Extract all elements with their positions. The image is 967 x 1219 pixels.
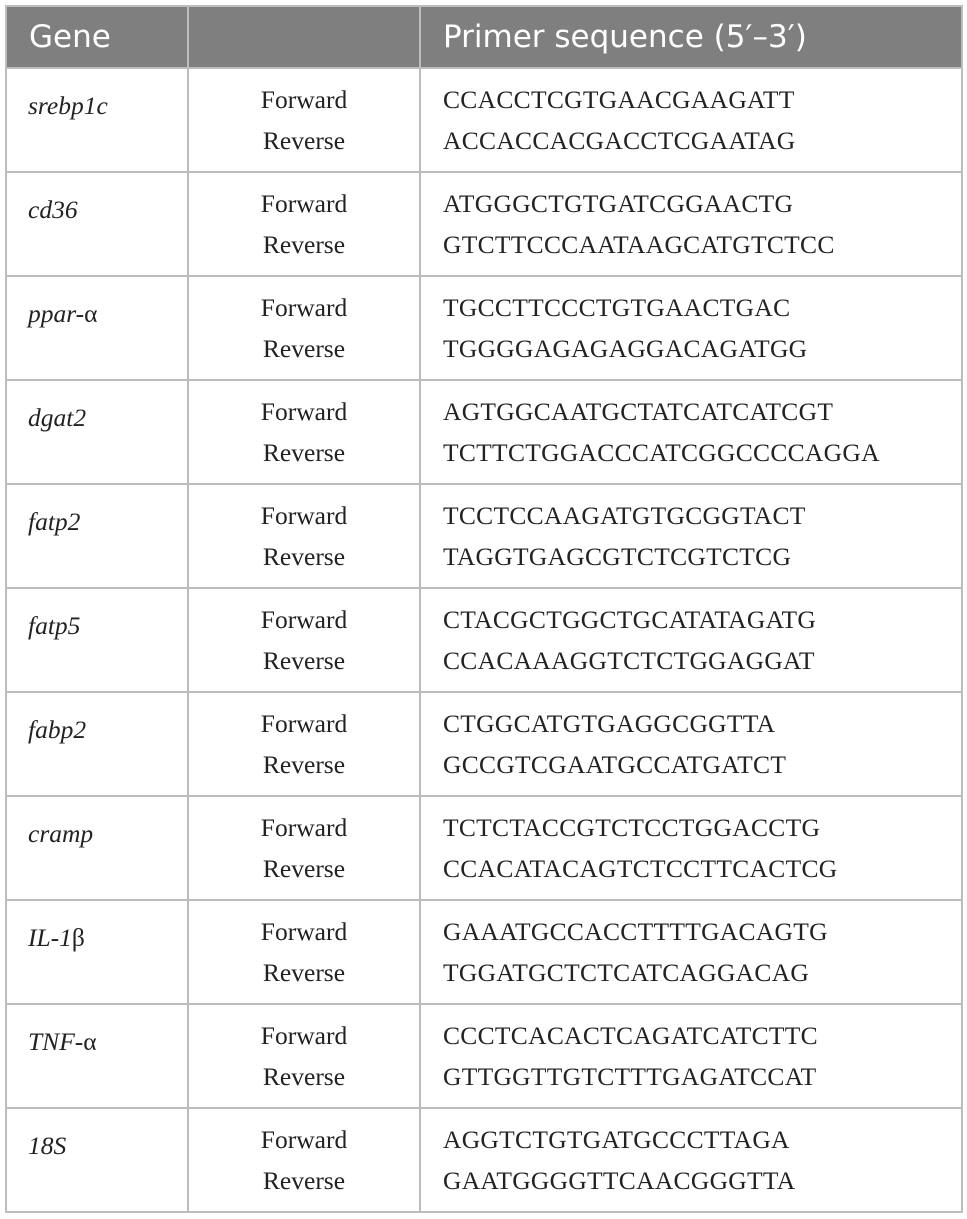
gene-name: fatp5 <box>28 611 81 640</box>
table-row <box>6 796 962 900</box>
sequence-cell <box>420 692 962 796</box>
forward-label: Forward <box>260 501 348 530</box>
reverse-sequence: GCCGTCGAATGCCATGATCT <box>443 750 787 779</box>
gene-cell <box>6 588 188 692</box>
gene-name: ppar- <box>28 299 85 328</box>
gene-name: cd36 <box>28 195 78 224</box>
reverse-label: Reverse <box>262 1166 346 1195</box>
forward-label: Forward <box>260 1021 348 1050</box>
reverse-label: Reverse <box>262 334 346 363</box>
direction-cell <box>188 276 420 380</box>
reverse-label: Reverse <box>262 646 346 675</box>
gene-cell <box>6 68 188 172</box>
reverse-sequence: CCACATACAGTCTCCTTCACTCG <box>443 854 838 883</box>
sequence-cell <box>420 588 962 692</box>
reverse-label: Reverse <box>262 438 346 467</box>
sequence-cell <box>420 172 962 276</box>
sequence-cell <box>420 380 962 484</box>
direction-cell <box>188 900 420 1004</box>
sequence-cell <box>420 796 962 900</box>
gene-symbol-suffix: α <box>83 1027 97 1056</box>
forward-sequence: TCCTCCAAGATGTGCGGTACT <box>443 501 806 530</box>
reverse-sequence: GTCTTCCCAATAAGCATGTCTCC <box>443 230 835 259</box>
forward-sequence: TGCCTTCCCTGTGAACTGAC <box>443 293 791 322</box>
reverse-label: Reverse <box>262 750 346 779</box>
direction-cell <box>188 692 420 796</box>
forward-sequence: ATGGGCTGTGATCGGAACTG <box>443 189 794 218</box>
direction-cell <box>188 68 420 172</box>
forward-label: Forward <box>260 1125 348 1154</box>
sequence-cell <box>420 68 962 172</box>
forward-label: Forward <box>260 605 348 634</box>
reverse-label: Reverse <box>262 854 346 883</box>
reverse-sequence: CCACAAAGGTCTCTGGAGGAT <box>443 646 815 675</box>
gene-cell <box>6 1004 188 1108</box>
table-row <box>6 1108 962 1212</box>
sequence-cell <box>420 900 962 1004</box>
header-row <box>6 6 962 68</box>
forward-sequence: AGGTCTGTGATGCCCTTAGA <box>443 1125 790 1154</box>
direction-cell <box>188 380 420 484</box>
header-gene: Gene <box>6 6 188 68</box>
reverse-label: Reverse <box>262 126 346 155</box>
forward-label: Forward <box>260 189 348 218</box>
forward-sequence: AGTGGCAATGCTATCATCATCGT <box>443 397 834 426</box>
forward-sequence: TCTCTACCGTCTCCTGGACCTG <box>443 813 821 842</box>
table-row <box>6 276 962 380</box>
direction-cell <box>188 484 420 588</box>
forward-sequence: CCACCTCGTGAACGAAGATT <box>443 85 795 114</box>
gene-symbol-suffix: α <box>84 299 98 328</box>
table-row <box>6 692 962 796</box>
primer-table <box>5 5 963 1213</box>
gene-name: IL-1 <box>28 923 72 952</box>
forward-label: Forward <box>260 709 348 738</box>
header-primer-sequence: Primer sequence (5′–3′) <box>420 6 962 68</box>
table-row <box>6 380 962 484</box>
gene-cell <box>6 692 188 796</box>
gene-name: dgat2 <box>28 403 87 432</box>
forward-sequence: CTGGCATGTGAGGCGGTTA <box>443 709 776 738</box>
direction-cell <box>188 1108 420 1212</box>
gene-cell <box>6 796 188 900</box>
sequence-cell <box>420 1108 962 1212</box>
sequence-cell <box>420 484 962 588</box>
table-row <box>6 588 962 692</box>
direction-cell <box>188 796 420 900</box>
reverse-sequence: GAATGGGGTTCAACGGGTTA <box>443 1166 796 1195</box>
reverse-label: Reverse <box>262 230 346 259</box>
gene-name: TNF- <box>28 1027 84 1056</box>
reverse-label: Reverse <box>262 958 346 987</box>
forward-label: Forward <box>260 917 348 946</box>
forward-sequence: GAAATGCCACCTTTTGACAGTG <box>443 917 828 946</box>
reverse-sequence: TGGGGAGAGAGGACAGATGG <box>443 334 808 363</box>
reverse-sequence: GTTGGTTGTCTTTGAGATCCAT <box>443 1062 817 1091</box>
table-row <box>6 68 962 172</box>
sequence-cell <box>420 276 962 380</box>
reverse-sequence: TAGGTGAGCGTCTCGTCTCG <box>443 542 792 571</box>
gene-symbol-suffix: β <box>71 923 85 952</box>
direction-cell <box>188 1004 420 1108</box>
table-row <box>6 484 962 588</box>
primer-table-container <box>5 5 961 1212</box>
table-row <box>6 1004 962 1108</box>
forward-label: Forward <box>260 293 348 322</box>
gene-name: srebp1c <box>28 91 108 120</box>
forward-sequence: CTACGCTGGCTGCATATAGATG <box>443 605 817 634</box>
direction-cell <box>188 588 420 692</box>
reverse-sequence: TCTTCTGGACCCATCGGCCCCAGGA <box>443 438 880 467</box>
forward-label: Forward <box>260 85 348 114</box>
gene-name: cramp <box>28 819 94 848</box>
forward-label: Forward <box>260 397 348 426</box>
forward-sequence: CCCTCACACTCAGATCATCTTC <box>443 1021 818 1050</box>
reverse-label: Reverse <box>262 1062 346 1091</box>
gene-cell <box>6 276 188 380</box>
table-body <box>6 68 962 1212</box>
header-direction <box>188 6 420 68</box>
reverse-sequence: TGGATGCTCTCATCAGGACAG <box>443 958 810 987</box>
gene-cell <box>6 484 188 588</box>
table-row <box>6 172 962 276</box>
gene-name: fatp2 <box>28 507 81 536</box>
forward-label: Forward <box>260 813 348 842</box>
table-row <box>6 900 962 1004</box>
reverse-label: Reverse <box>262 542 346 571</box>
sequence-cell <box>420 1004 962 1108</box>
gene-name: fabp2 <box>28 715 87 744</box>
direction-cell <box>188 172 420 276</box>
gene-cell <box>6 900 188 1004</box>
gene-name: 18S <box>28 1131 67 1160</box>
reverse-sequence: ACCACCACGACCTCGAATAG <box>443 126 796 155</box>
gene-cell <box>6 380 188 484</box>
gene-cell <box>6 1108 188 1212</box>
gene-cell <box>6 172 188 276</box>
